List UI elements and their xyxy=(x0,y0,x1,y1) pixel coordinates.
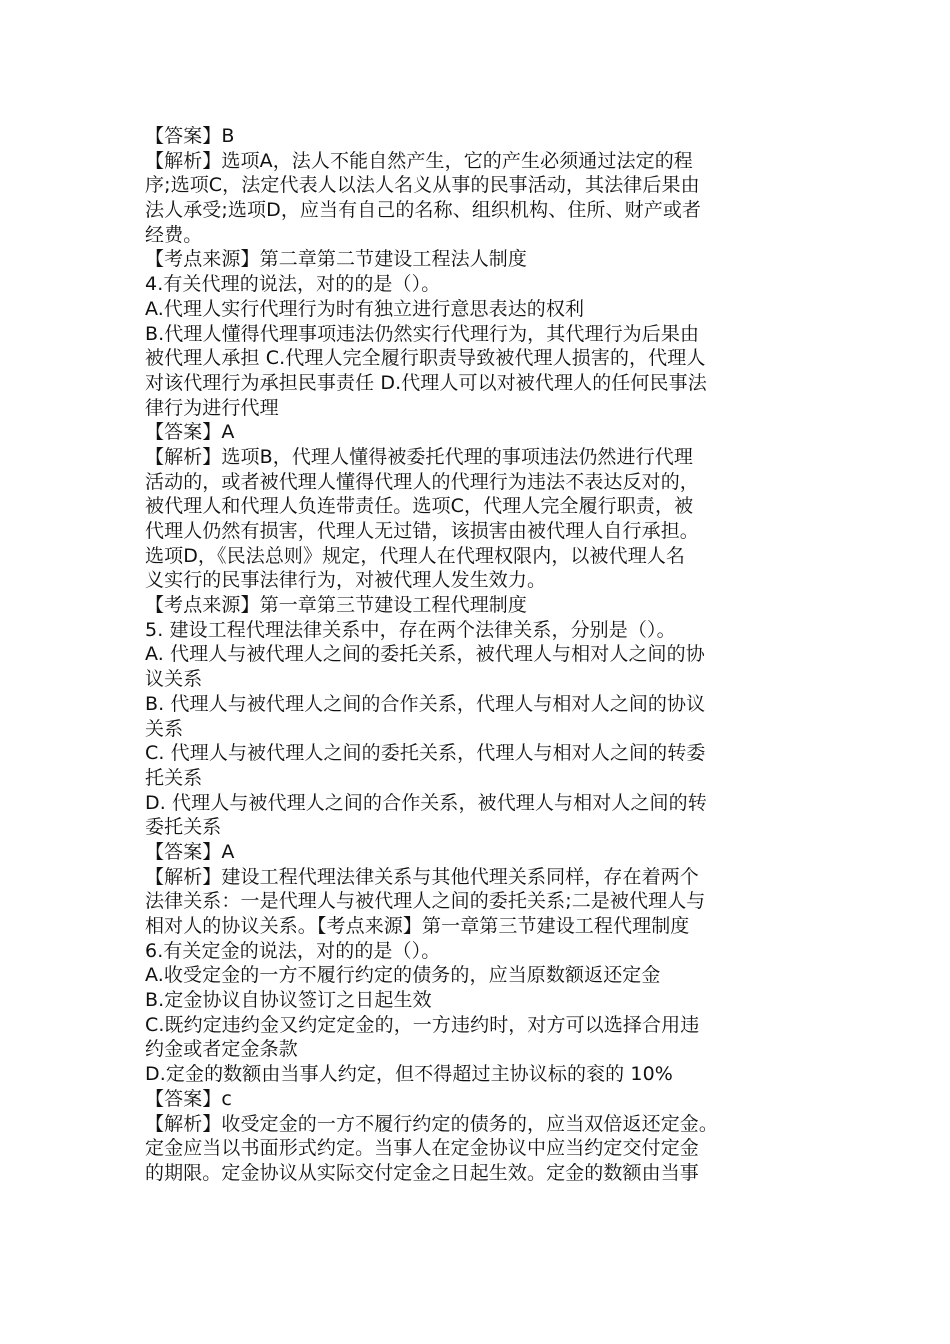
option-line: 律行为进行代理 xyxy=(145,396,279,419)
option-line: C.既约定违约金又约定定金的，一方违约时，对方可以选择合用违 xyxy=(145,1013,700,1036)
option-line: A.代理人实行代理行为时有独立进行意思表达的权利 xyxy=(145,297,585,320)
document-body xyxy=(145,124,810,1186)
option-line: C. 代理人与被代理人之间的委托关系，代理人与相对人之间的转委 xyxy=(145,742,706,765)
text-line: 定金应当以书面形式约定。当事人在定金协议中应当约定交付定金 xyxy=(145,1137,699,1160)
text-line: 法律关系：一是代理人与被代理人之间的委托关系;二是被代理人与 xyxy=(145,890,706,913)
option-line: A.收受定金的一方不履行约定的债务的，应当原数额返还定金 xyxy=(145,964,661,987)
answer-line: 【答案】c xyxy=(145,1087,232,1110)
option-line: D. 代理人与被代理人之间的合作关系，被代理人与相对人之间的转 xyxy=(145,791,707,814)
analysis-line: 【解析】选项A，法人不能自然产生，它的产生必须通过法定的程 xyxy=(145,149,693,172)
text-line: 活动的，或者被代理人懂得代理人的代理行为违法不表达反对的， xyxy=(145,470,699,493)
text-line: 被代理人和代理人负连带责任。选项C，代理人完全履行职责，被 xyxy=(145,495,694,518)
question-line: 6.有关定金的说法，对的的是（）。 xyxy=(145,939,441,962)
question-line: 4.有关代理的说法，对的的是（）。 xyxy=(145,273,441,296)
text-line: 的期限。定金协议从实际交付定金之日起生效。定金的数额由当事 xyxy=(145,1161,699,1184)
text-line: 相对人的协议关系。【考点来源】第一章第三节建设工程代理制度 xyxy=(145,915,690,937)
source-line: 【考点来源】第二章第二节建设工程法人制度 xyxy=(145,248,528,271)
option-line: 被代理人承担 C.代理人完全履行职责导致被代理人损害的，代理人 xyxy=(145,347,706,370)
answer-line: 【答案】A xyxy=(145,840,235,863)
source-line: 【考点来源】第一章第三节建设工程代理制度 xyxy=(145,594,528,617)
question-line: 5. 建设工程代理法律关系中，存在两个法律关系，分别是（）。 xyxy=(145,618,676,641)
option-line: 约金或者定金条款 xyxy=(145,1038,298,1061)
analysis-line: 【解析】建设工程代理法律关系与其他代理关系同样，存在着两个 xyxy=(145,865,699,888)
text-line: 法人承受;选项D，应当有自己的名称、组织机构、住所、财产或者 xyxy=(145,199,702,222)
analysis-line: 【解析】收受定金的一方不履行约定的债务的，应当双倍返还定金。 xyxy=(145,1112,719,1135)
answer-line: 【答案】A xyxy=(145,421,235,444)
analysis-line: 【解析】选项B，代理人懂得被委托代理的事项违法仍然进行代理 xyxy=(145,445,693,468)
option-line: 关系 xyxy=(145,717,184,740)
text-line: 经费。 xyxy=(145,223,203,246)
option-line: 托关系 xyxy=(145,766,203,789)
option-line: B.定金协议自协议签订之日起生效 xyxy=(145,989,432,1012)
option-line: A. 代理人与被代理人之间的委托关系，被代理人与相对人之间的协 xyxy=(145,643,705,666)
option-line: B. 代理人与被代理人之间的合作关系，代理人与相对人之间的协议 xyxy=(145,692,706,715)
text-line: 序;选项C，法定代表人以法人名义从事的民事活动，其法律后果由 xyxy=(145,174,700,197)
text-line: 代理人仍然有损害，代理人无过错，该损害由被代理人自行承担。 xyxy=(145,520,699,542)
option-line: 对该代理行为承担民事责任 D.代理人可以对被代理人的任何民事法 xyxy=(145,371,707,394)
text-line: 选项D，《民法总则》规定，代理人在代理权限内，以被代理人名 xyxy=(145,544,686,567)
option-line: 议关系 xyxy=(145,668,203,691)
option-line: 委托关系 xyxy=(145,816,222,839)
text-line: 义实行的民事法律行为，对被代理人发生效力。 xyxy=(145,569,547,592)
option-line: B.代理人懂得代理事项违法仍然实行代理行为，其代理行为后果由 xyxy=(145,322,700,345)
answer-line: 【答案】B xyxy=(145,125,235,147)
option-line: D.定金的数额由当事人约定，但不得超过主协议标的衮的 10% xyxy=(145,1063,673,1086)
